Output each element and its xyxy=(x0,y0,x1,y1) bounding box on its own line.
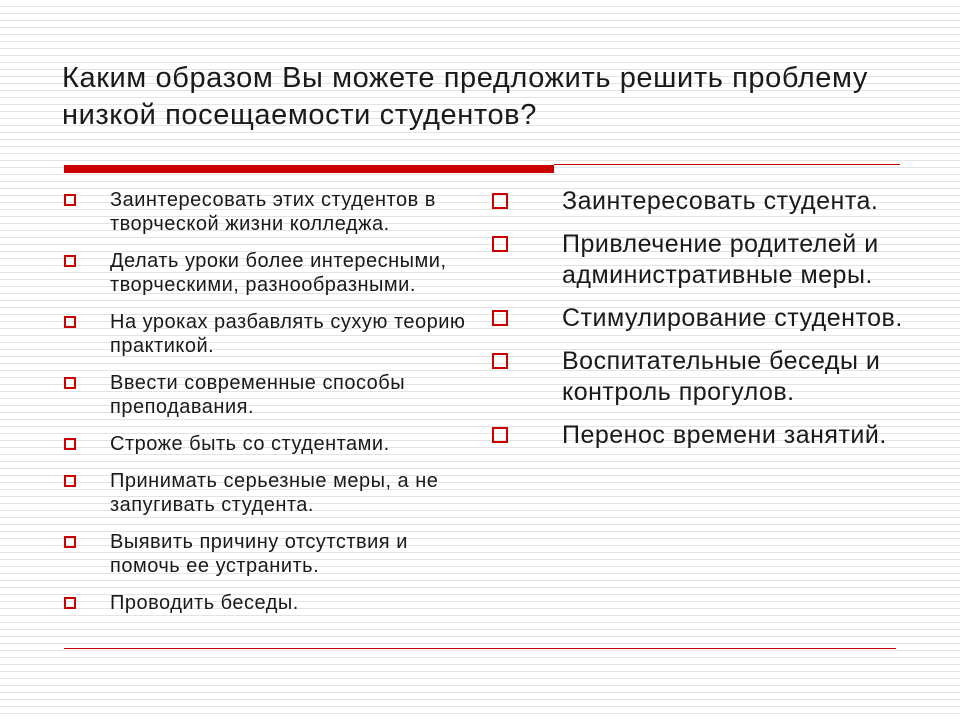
list-item-text: Ввести современные способы преподавания. xyxy=(110,372,406,418)
square-bullet-icon xyxy=(492,236,508,252)
list-item xyxy=(492,420,912,451)
list-item xyxy=(64,469,476,517)
title-underline-thick xyxy=(64,165,554,173)
square-bullet-icon xyxy=(492,193,508,209)
square-bullet-icon xyxy=(64,316,76,328)
list-item-text: Выявить причину отсутствия и помочь ее устранить. xyxy=(110,531,408,577)
left-bullet-list xyxy=(64,188,476,628)
list-item xyxy=(64,432,476,456)
list-item-text: Стимулирование студентов. xyxy=(562,304,903,332)
list-item xyxy=(492,186,912,217)
list-item xyxy=(64,591,476,615)
list-item xyxy=(64,188,476,236)
list-item-text: Воспитательные беседы и контроль прогулов. xyxy=(562,347,881,406)
list-item-text: Заинтересовать этих студентов в творческой жизни колледжа. xyxy=(110,189,436,235)
list-item-text: Проводить беседы. xyxy=(110,592,299,614)
title-underline-thin xyxy=(554,164,900,165)
list-item-text: Строже быть со студентами. xyxy=(110,433,390,455)
slide-title: Каким образом Вы можете предложить решить проблему низкой посещаемости студентов? xyxy=(62,62,868,131)
square-bullet-icon xyxy=(64,255,76,267)
square-bullet-icon xyxy=(64,597,76,609)
square-bullet-icon xyxy=(64,438,76,450)
list-item-text: Привлечение родителей и административные меры. xyxy=(562,230,879,289)
square-bullet-icon xyxy=(64,475,76,487)
list-item xyxy=(492,346,912,408)
square-bullet-icon xyxy=(492,427,508,443)
list-item xyxy=(492,303,912,334)
right-bullet-list xyxy=(492,186,912,463)
list-item xyxy=(492,229,912,291)
list-item xyxy=(64,530,476,578)
list-item xyxy=(64,249,476,297)
footer-divider xyxy=(64,648,896,649)
list-item-text: Делать уроки более интересными, творческими, разнообразными. xyxy=(110,250,447,296)
square-bullet-icon xyxy=(492,310,508,326)
list-item-text: Заинтересовать студента. xyxy=(562,187,879,215)
square-bullet-icon xyxy=(492,353,508,369)
square-bullet-icon xyxy=(64,377,76,389)
list-item-text: Перенос времени занятий. xyxy=(562,421,887,449)
list-item xyxy=(64,371,476,419)
list-item xyxy=(64,310,476,358)
list-item-text: Принимать серьезные меры, а не запугивать студента. xyxy=(110,470,439,516)
square-bullet-icon xyxy=(64,536,76,548)
square-bullet-icon xyxy=(64,194,76,206)
list-item-text: На уроках разбавлять сухую теорию практикой. xyxy=(110,311,466,357)
